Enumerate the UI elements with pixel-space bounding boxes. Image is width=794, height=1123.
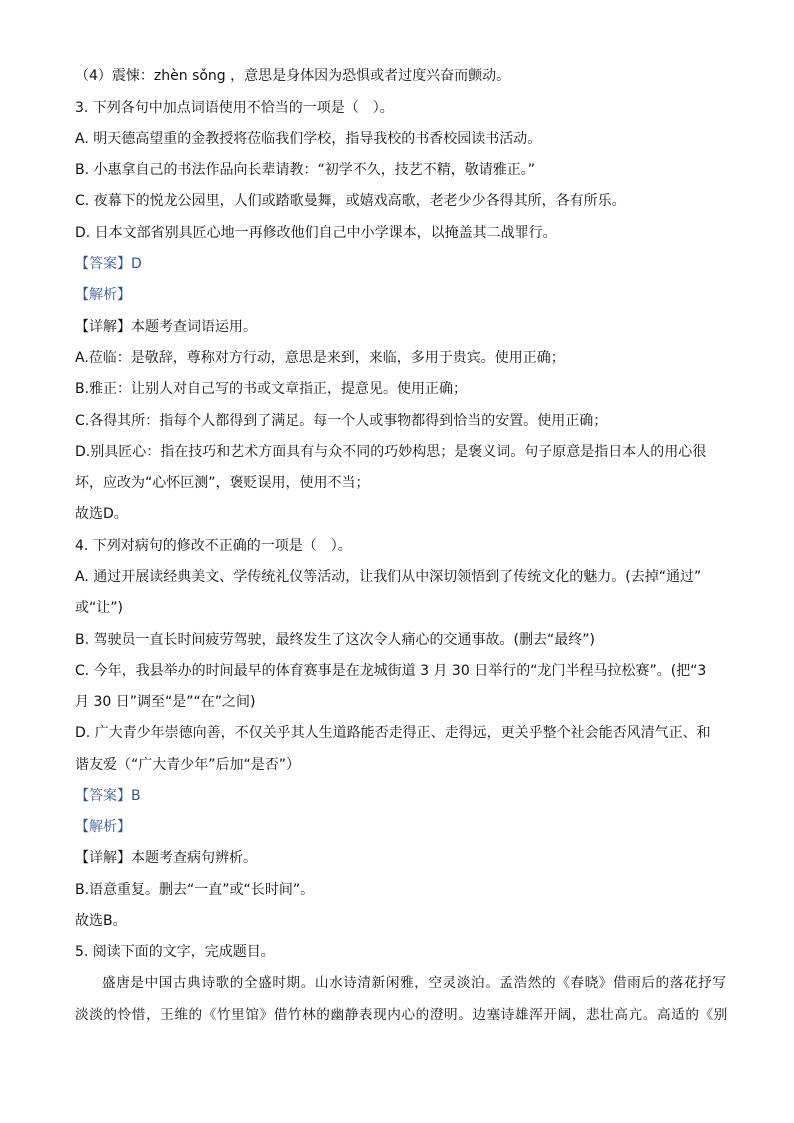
analysis-label: 【解析】 [75,287,131,303]
explanation-d: D.别具匠心：指在技巧和艺术方面具有与众不同的巧妙构思；是褒义词。句子原意是指日本人的用心很 [75,444,707,460]
q4-option-c: C. 今年，我县举办的时间最早的体育赛事是在龙城街道 3 月 30 日举行的“龙门半程马拉松赛”。(把“3 [75,663,707,679]
option-c: C. 夜幕下的悦龙公园里，人们或踏歌曼舞，或嬉戏高歌，老老少少各得其所，各有所乐。 [75,193,626,209]
q4-option-a: A. 通过开展读经典美文、学传统礼仪等活动，让我们从中深切领悟到了传统文化的魅力。(去掉“通过” [75,569,702,585]
explanation-b: B.雅正：让别人对自己写的书或文章指正，提意见。使用正确； [75,381,468,397]
option-d: D. 日本文部省别具匠心地一再修改他们自己中小学课本，以掩盖其二战罪行。 [75,225,557,241]
explanation-d-cont: 坏，应改为“心怀叵测”，褒贬误用，使用不当； [75,475,370,491]
passage-line: 淡淡的怜惜，王维的《竹里馆》借竹林的幽静表现内心的澄明。边塞诗雄浑开阔，悲壮高亢。高适的《别 [75,1007,728,1023]
q4-option-b: B. 驾驶员一直长时间疲劳驾驶，最终发生了这次令人痛心的交通事故。(删去“最终”) [75,632,595,648]
answer-label: 【答案】B [75,788,141,804]
passage-line: 盛唐是中国古典诗歌的全盛时期。山水诗清新闲雅，空灵淡泊。孟浩然的《春晓》借雨后的落花抒写 [102,975,727,991]
text-line: （4）震悚：zhèn sǒng ，意思是身体因为恐惧或者过度兴奋而颤动。 [75,68,511,84]
explanation-a: A.莅临：是敬辞，尊称对方行动，意思是来到，来临，多用于贵宾。使用正确； [75,350,565,366]
analysis-label: 【解析】 [75,819,131,835]
choose-line: 故选D。 [75,506,128,522]
explanation-b: B.语意重复。删去“一直”或“长时间”。 [75,882,315,898]
explanation-c: C.各得其所：指每个人都得到了满足。每一个人或事物都得到恰当的安置。使用正确； [75,413,608,429]
q4-option-c-cont: 月 30 日”调至“是”“在”之间) [75,694,256,710]
detail-line: 【详解】本题考查病句辨析。 [75,850,257,866]
detail-line: 【详解】本题考查词语运用。 [75,319,257,335]
q4-option-d: D. 广大青少年崇德向善，不仅关乎其人生道路能否走得正、走得远，更关乎整个社会能否风清气正、和 [75,725,711,741]
question-4: 4. 下列对病句的修改不正确的一项是（ ）。 [75,538,352,554]
q4-option-a-cont: 或“让”) [75,600,123,616]
option-b: B. 小惠拿自己的书法作品向长辈请教：“初学不久，技艺不精，敬请雅正。” [75,162,536,178]
answer-label: 【答案】D [75,256,142,272]
question-3: 3. 下列各句中加点词语使用不恰当的一项是（ ）。 [75,100,394,116]
choose-line: 故选B。 [75,913,127,929]
q4-option-d-cont: 谐友爱（“广大青少年”后加“是否”） [75,757,301,773]
question-5: 5. 阅读下面的文字，完成题目。 [75,944,275,960]
option-a: A. 明天德高望重的金教授将莅临我们学校，指导我校的书香校园读书活动。 [75,131,542,147]
